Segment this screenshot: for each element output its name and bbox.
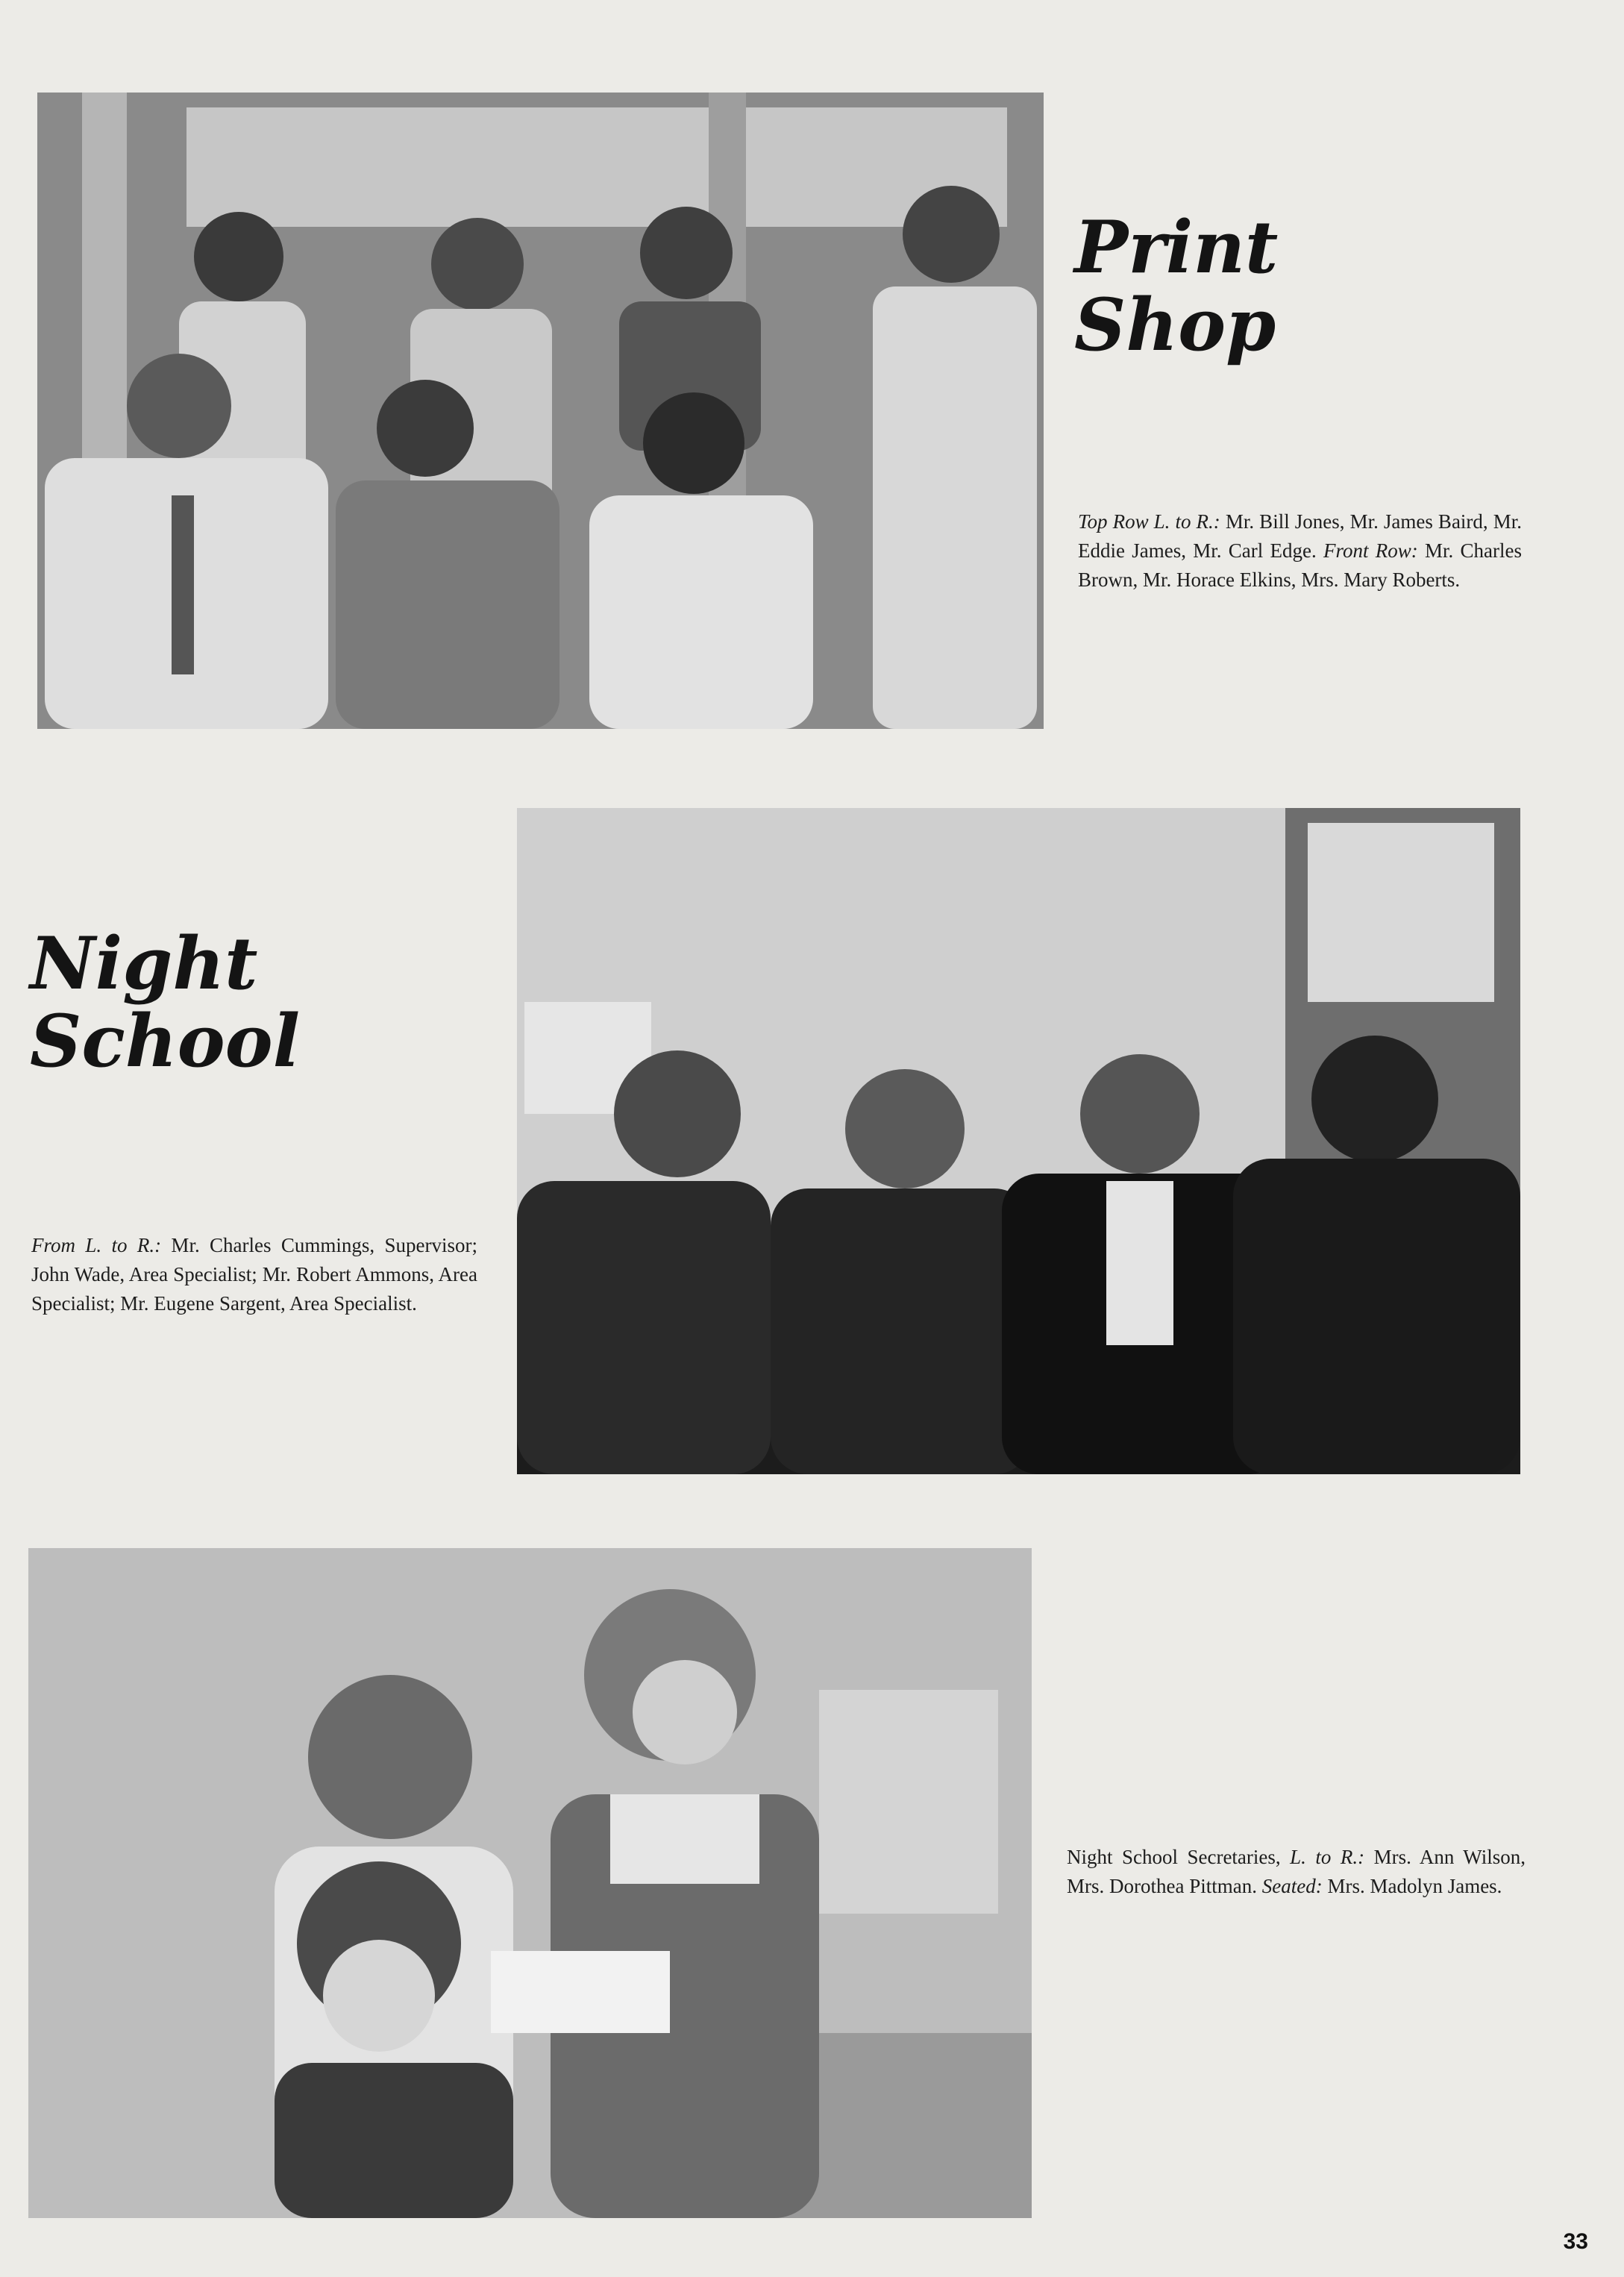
print-shop-title-line1: Print: [1074, 205, 1279, 289]
caption-lead: Top Row L. to R.:: [1078, 510, 1220, 533]
print-shop-caption: [1078, 507, 1522, 595]
caption-text: Mr. Charles Brown, Mr. Horace Elkins, Mrs. Mary Roberts.: [1078, 539, 1522, 591]
night-school-title: [30, 921, 301, 1083]
print-shop-title-line2: Shop: [1074, 282, 1276, 367]
secretaries-caption: [1067, 1843, 1526, 1901]
print-shop-photo: [37, 93, 1044, 729]
caption-lead: Seated:: [1261, 1875, 1323, 1897]
caption-text: Night School Secretaries,: [1067, 1846, 1291, 1868]
night-school-staff-photo: [517, 808, 1520, 1474]
print-shop-title: [1074, 205, 1279, 367]
secretaries-photo: [28, 1548, 1032, 2218]
night-school-title-line2: School: [30, 998, 301, 1083]
caption-text: Mr. Charles Cummings, Supervisor; John Wade, Area Specialist; Mr. Robert Ammons, Area Specialist; Mr. Eugene Sargent, Area Specialist.: [31, 1234, 478, 1315]
caption-text: Mrs. Madolyn James.: [1322, 1875, 1502, 1897]
caption-lead: From L. to R.:: [31, 1234, 162, 1256]
caption-lead: L. to R.:: [1290, 1846, 1365, 1868]
caption-text: Mr. Bill Jones, Mr. James Baird, Mr. Eddie James, Mr. Carl Edge.: [1078, 510, 1522, 562]
page-number: 33: [1563, 2229, 1588, 2254]
night-school-title-line1: Night: [30, 921, 258, 1006]
caption-text: Mrs. Ann Wilson, Mrs. Dorothea Pittman.: [1067, 1846, 1526, 1897]
night-school-caption: [31, 1231, 477, 1318]
caption-lead: Front Row:: [1323, 539, 1418, 562]
